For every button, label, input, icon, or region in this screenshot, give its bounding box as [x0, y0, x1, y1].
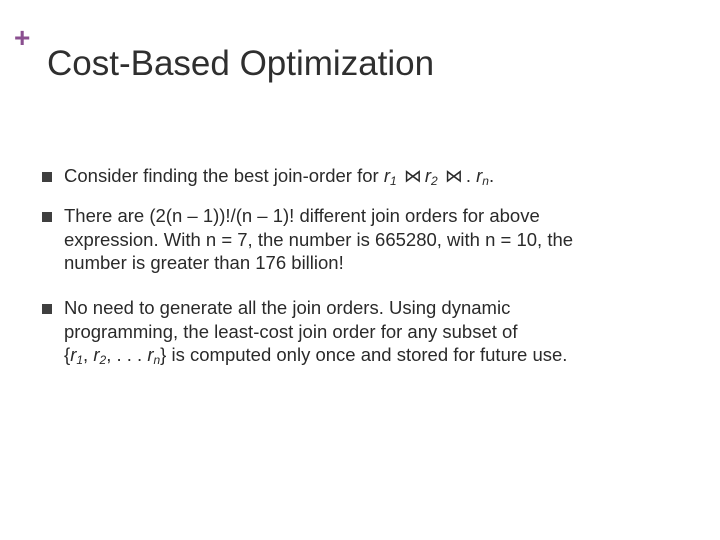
relation-r2: $r_2$: [424, 165, 438, 188]
relation-rn: $r_n$: [476, 165, 489, 188]
ellipsis: .: [465, 165, 477, 186]
bullet-square-icon: [42, 212, 52, 222]
bullet-3-line-1: No need to generate all the join orders. Using dynamic: [64, 297, 511, 318]
bullet-1-end: .: [488, 165, 495, 186]
relation-r1: $r_1$: [383, 165, 397, 188]
join-icon: ⋈: [444, 166, 464, 186]
bullet-2-line-3: number is greater than 176 billion!: [64, 252, 344, 273]
plus-icon: +: [14, 22, 31, 53]
bullet-square-icon: [42, 304, 52, 314]
join-icon: ⋈: [403, 166, 423, 186]
bullet-1-prefix: Consider finding the best join-order for: [64, 165, 384, 186]
bullet-3-line-3: {$r_1$, $r_2$, . . . $r_n$} is computed only once and stored for future use.: [64, 344, 568, 367]
bullet-1-text: [64, 164, 644, 189]
bullet-square-icon: [42, 172, 52, 182]
bullet-3-line-2: programming, the least-cost join order for any subset of: [64, 320, 518, 342]
bullet-2-line-2: expression. With n = 7, the number is 665280, with n = 10, the: [64, 228, 574, 250]
bullet-2-text: [64, 204, 644, 275]
bullet-2-line-1: There are (2(n – 1))!/(n – 1)! different join orders for above: [64, 205, 540, 226]
slide-title: Cost-Based Optimization: [47, 44, 435, 83]
bullet-3-text: [64, 296, 644, 367]
